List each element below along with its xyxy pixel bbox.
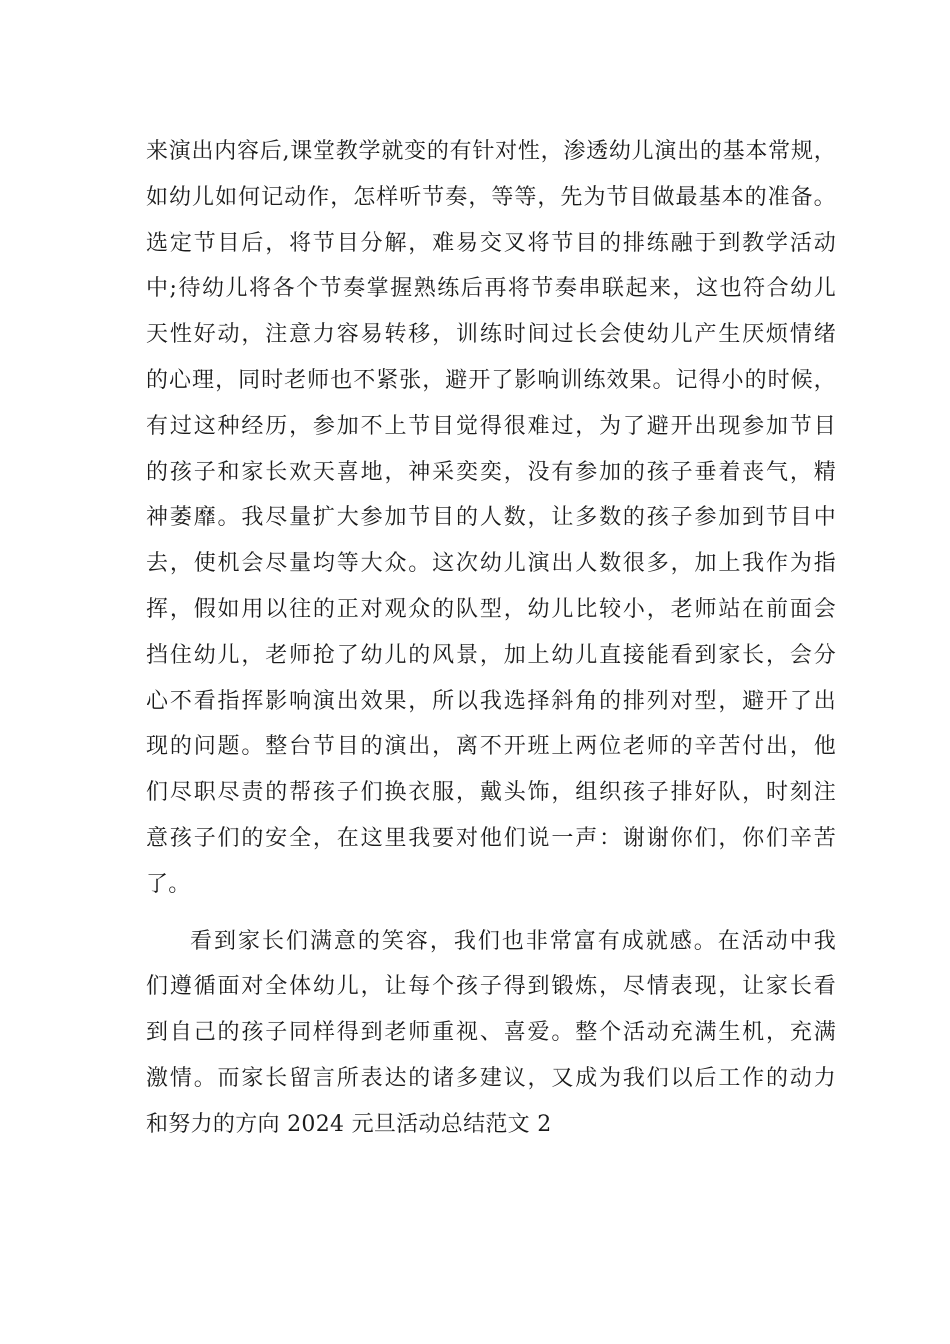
paragraph-line: 的心理，同时老师也不紧张，避开了影响训练效果。记得小的时候， — [146, 367, 836, 393]
paragraph-line: 到自己的孩子同样得到老师重视、喜爱。整个活动充满生机，充满 — [146, 1020, 836, 1046]
paragraph-line: 们尽职尽责的帮孩子们换衣服，戴头饰，组织孩子排好队，时刻注 — [146, 780, 836, 806]
document-body — [146, 129, 836, 1148]
paragraph-line: 看到家长们满意的笑容，我们也非常富有成就感。在活动中我 — [190, 928, 836, 954]
paragraph-1 — [146, 129, 836, 908]
paragraph-line: 现的问题。整台节目的演出，离不开班上两位老师的辛苦付出，他 — [146, 734, 836, 760]
paragraph-line: 了。 — [146, 871, 191, 897]
paragraph-line: 选定节目后，将节目分解，难易交叉将节目的排练融于到教学活动 — [146, 230, 836, 256]
paragraph-line: 神萎靡。我尽量扩大参加节目的人数，让多数的孩子参加到节目中 — [146, 505, 836, 531]
paragraph-line: 和努力的方向 2024 元旦活动总结范文 2 — [146, 1111, 552, 1137]
paragraph-line: 意孩子们的安全，在这里我要对他们说一声：谢谢你们，你们辛苦 — [146, 825, 836, 851]
paragraph-line: 中;待幼儿将各个节奏掌握熟练后再将节奏串联起来，这也符合幼儿 — [146, 276, 836, 302]
paragraph-line: 去，使机会尽量均等大众。这次幼儿演出人数很多，加上我作为指 — [146, 551, 836, 577]
paragraph-gap — [146, 908, 836, 919]
paragraph-line: 天性好动，注意力容易转移，训练时间过长会使幼儿产生厌烦情绪 — [146, 322, 836, 348]
paragraph-line: 来演出内容后,课堂教学就变的有针对性，渗透幼儿演出的基本常规， — [146, 139, 836, 164]
paragraph-line: 心不看指挥影响演出效果，所以我选择斜角的排列对型，避开了出 — [146, 688, 836, 714]
paragraph-line: 挡住幼儿，老师抢了幼儿的风景，加上幼儿直接能看到家长，会分 — [146, 642, 836, 668]
paragraph-2 — [146, 919, 836, 1148]
paragraph-line: 有过这种经历，参加不上节目觉得很难过，为了避开出现参加节目 — [146, 413, 836, 439]
paragraph-line: 们遵循面对全体幼儿，让每个孩子得到锻炼，尽情表现，让家长看 — [146, 974, 836, 1000]
paragraph-line: 挥，假如用以往的正对观众的队型，幼儿比较小，老师站在前面会 — [146, 596, 836, 622]
paragraph-line: 的孩子和家长欢天喜地，神采奕奕，没有参加的孩子垂着丧气，精 — [146, 459, 836, 485]
paragraph-line: 激情。而家长留言所表达的诸多建议，又成为我们以后工作的动力 — [146, 1065, 836, 1091]
paragraph-line: 如幼儿如何记动作，怎样听节奏，等等，先为节目做最基本的准备。 — [146, 184, 836, 210]
